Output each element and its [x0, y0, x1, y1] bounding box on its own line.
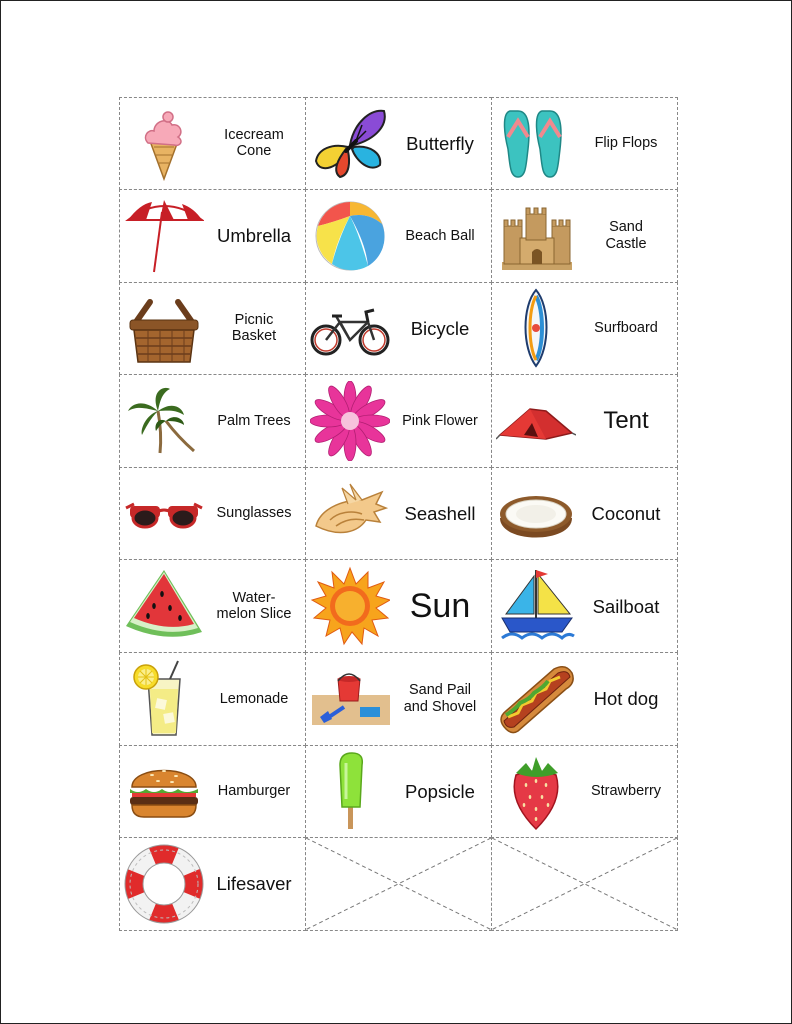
- card-label: Sunglasses: [216, 505, 292, 522]
- card-label: Bicycle: [410, 317, 470, 339]
- card-label: Sailboat: [592, 595, 660, 617]
- card-label: Hamburger: [217, 783, 291, 800]
- card-label: Tent: [603, 407, 649, 435]
- blank-card-cross-lines: [492, 838, 677, 930]
- card-umbrella: [119, 189, 306, 283]
- card-label: Coconut: [591, 503, 661, 525]
- card-label: Sun: [409, 586, 471, 625]
- lifesaver-icon: [120, 840, 208, 928]
- card-grid: [119, 97, 677, 931]
- card-bicycle: [305, 282, 492, 376]
- card-butterfly: [305, 97, 492, 191]
- card-label: Sand Pail and Shovel: [403, 682, 477, 715]
- blank-card-cross-lines: [306, 838, 491, 930]
- umbrella-icon: [120, 192, 208, 280]
- sand-pail-shovel-icon: [306, 655, 394, 743]
- strawberry-icon: [492, 747, 580, 835]
- card-label: Butterfly: [406, 132, 474, 154]
- sunglasses-icon: [120, 470, 208, 558]
- card-label: Lifesaver: [216, 873, 292, 895]
- card-label: Water- melon Slice: [216, 589, 292, 623]
- card-label: Hot dog: [593, 688, 659, 710]
- card-tent: [491, 374, 678, 468]
- seashell-icon: [306, 470, 394, 558]
- card-label: Umbrella: [216, 225, 292, 247]
- card-icecream-cone: [119, 97, 306, 191]
- card-palm-trees: [119, 374, 306, 468]
- card-label: Icecream Cone: [224, 126, 284, 160]
- hot-dog-icon: [492, 655, 580, 743]
- card-hamburger: [119, 745, 306, 839]
- sun-icon: [306, 562, 394, 650]
- beach-ball-icon: [306, 192, 394, 280]
- flip-flops-icon: [492, 99, 580, 187]
- butterfly-icon: [306, 99, 394, 187]
- card-sand-castle: [491, 189, 678, 283]
- watermelon-slice-icon: [120, 562, 208, 650]
- card-hot-dog: [491, 652, 678, 746]
- card-watermelon-slice: [119, 559, 306, 653]
- lemonade-icon: [120, 655, 208, 743]
- card-label: Strawberry: [590, 783, 662, 800]
- card-label: Palm Trees: [217, 412, 291, 429]
- card-label: Beach Ball: [405, 227, 475, 244]
- card-label: Seashell: [404, 503, 476, 525]
- card-seashell: [305, 467, 492, 561]
- picnic-basket-icon: [120, 284, 208, 372]
- card-picnic-basket: [119, 282, 306, 376]
- card-surfboard: [491, 282, 678, 376]
- card-label: Lemonade: [219, 690, 289, 707]
- tent-icon: [492, 377, 580, 465]
- card-sunglasses: [119, 467, 306, 561]
- palm-trees-icon: [120, 377, 208, 465]
- popsicle-icon: [306, 747, 394, 835]
- card-label: Flip Flops: [594, 134, 658, 151]
- card-strawberry: [491, 745, 678, 839]
- card-coconut: [491, 467, 678, 561]
- blank-card: [305, 837, 492, 931]
- bicycle-icon: [306, 284, 394, 372]
- vocabulary-card-sheet: [119, 97, 677, 931]
- card-label: Pink Flower: [402, 412, 478, 429]
- card-label: Picnic Basket: [231, 311, 277, 345]
- hamburger-icon: [120, 747, 208, 835]
- icecream-cone-icon: [120, 99, 208, 187]
- card-sun: [305, 559, 492, 653]
- card-pink-flower: [305, 374, 492, 468]
- coconut-icon: [492, 470, 580, 558]
- card-label: Popsicle: [405, 780, 475, 802]
- sand-castle-icon: [492, 192, 580, 280]
- card-lifesaver: [119, 837, 306, 931]
- blank-card: [491, 837, 678, 931]
- card-popsicle: [305, 745, 492, 839]
- card-label: Sand Castle: [605, 219, 647, 252]
- card-beach-ball: [305, 189, 492, 283]
- pink-flower-icon: [306, 377, 394, 465]
- card-label: Surfboard: [594, 320, 658, 337]
- surfboard-icon: [492, 284, 580, 372]
- card-sailboat: [491, 559, 678, 653]
- card-flip-flops: [491, 97, 678, 191]
- sailboat-icon: [492, 562, 580, 650]
- card-lemonade: [119, 652, 306, 746]
- card-sand-pail-shovel: [305, 652, 492, 746]
